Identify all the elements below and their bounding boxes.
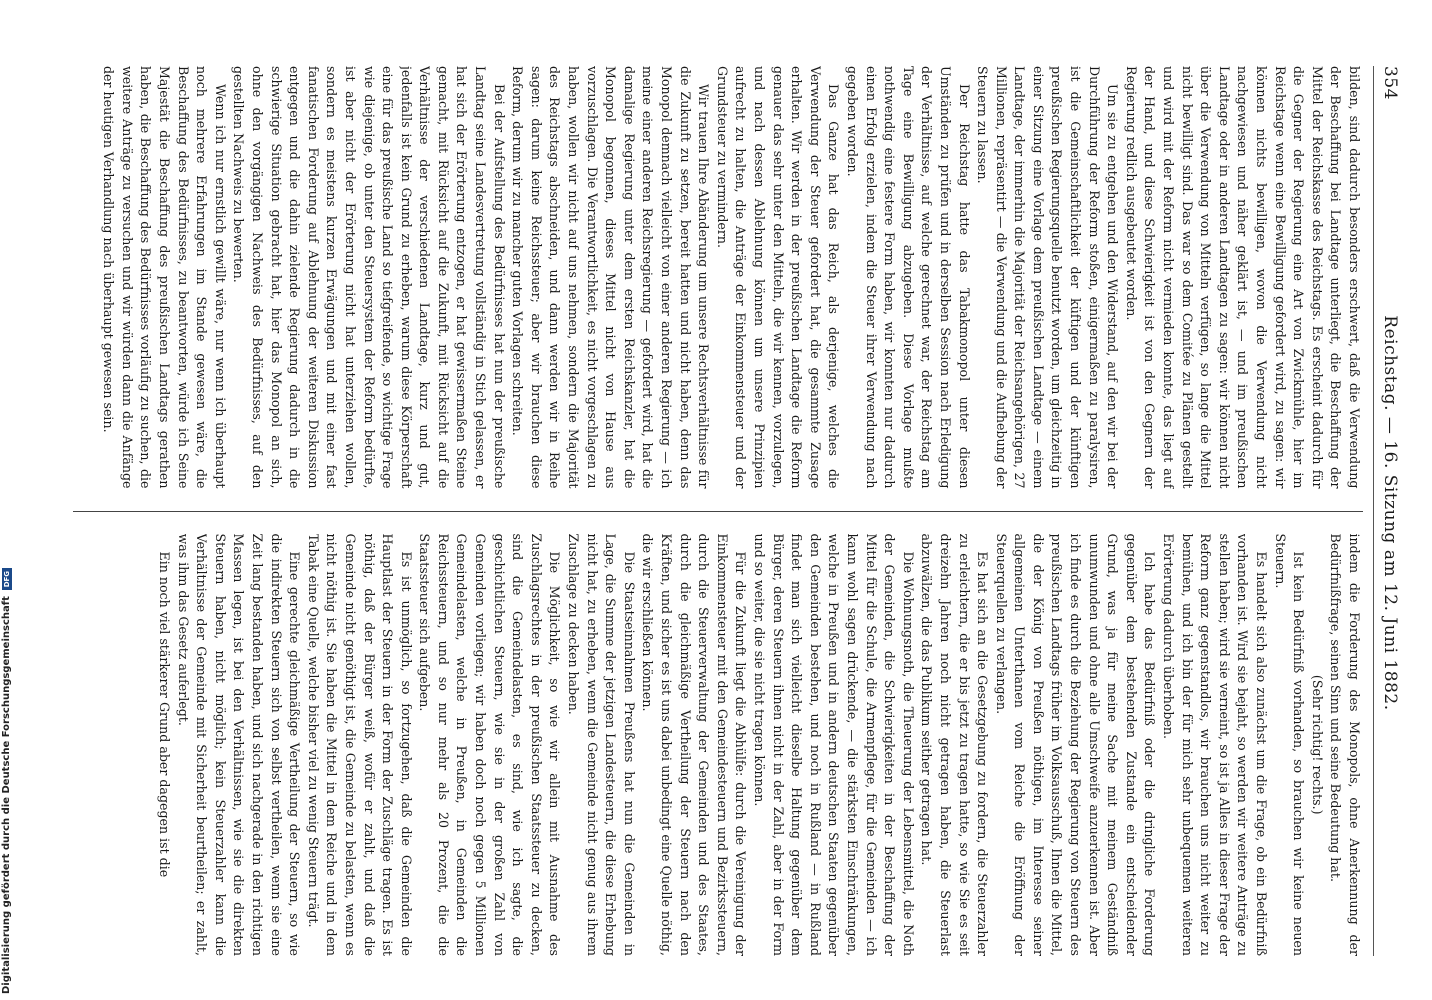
paragraph: (Sehr richtig! rechts.)	[1309, 674, 1325, 815]
dfg-logo-icon: DFG	[2, 568, 12, 590]
paragraph: Die Möglichkeit, so wie wir allein mit Ausnahme des Zuschlagsrechtes in der preußischen Staatssteuer zu decken, sind die Gemeindelasten, es sind, wie ich sagte, die geschichtlichen Steuern, wie sie in der großen Zahl von Gemeinden vorliegen; wir haben doch noch gegen 5 Millionen Gemeindelasten, welche in Preußen, in Gemeinden die Reichssteuern, und so nur mehr als 20 Prozent, die die Staatssteuer sich aufgeben.	[417, 533, 563, 956]
paragraph: Ich habe das Bedürfniß oder die dringliche Forderung gegenüber dem bestehenden Zustande ein entscheidender Grund, was ja für meine Sache mit meinem Geständniß unumwunden und ohne alle Umschweife anzuerkennen ist. Aber ich finde es durch die Beziehung der Regierung von Steuern des preußischen Landtags früher im Volksausschuß, Ihnen die Mittel, die der König von Preußen nöthigen, im Interesse seiner allgemeinen Unterthanen vom Reiche die Eröffnung der Steuerquellen zu verlangen.	[993, 533, 1158, 956]
right-column	[73, 534, 1363, 957]
paragraph: Die Wohnungsnoth, die Theuerung der Lebensmittel, die Noth der Gemeinden, die Schwierigkeiten in der Beschaffung der Mittel für die Schule, die Armenpflege, für die Gemeinden — ich kann wohl sagen drückende, — die stärksten Einschränkungen, welche in Preußen und in andern deutschen Staaten gegenüber den Gemeinden bestehen, und noch in Rußland — in Rußland findet man sich vielleicht dieselbe Haltung gegenüber dem Bürger, deren Steuern ihnen nicht in der Zahl, aber in der Form und so weiter, die sie nicht tragen können.	[752, 533, 916, 956]
paragraph: Es hat sich an die Gesetzgebung zu fordern, die Steuerzahler zu erleichtern, die er bis jetzt zu tragen hatte, so wie Sie es seit dreizehn Jahren noch nicht getragen haben, die Steuerlast abzuwälzen, die das Publikum seither getragen hat.	[919, 533, 991, 956]
paragraph: Der Reichstag hatte das Tabakmonopol unter diesen Umständen zu prüfen und in derselben Session nach Erledigung der Verhältnisse, auf welche gerechnet war, der Reichstag am Tage eine Bewilligung abzugeben. Diese Vorlage mußte nothwendig eine festere Form haben, wir konnten nur dadurch einen Erfolg erzielen, indem die Steuer ihrer Verwendung nach gegeben worden.	[844, 66, 972, 489]
column-divider	[73, 511, 1363, 512]
paragraph: Es ist unmöglich, so fortzugehen, daß die Gemeinden die Hauptlast der Steuern in der Form der Zuschläge tragen. Es ist nöthig, daß der Bürger weiß, wofür er zahlt, und daß die Gemeinde nicht genöthigt ist, die Gemeinde zu belasten, wenn es nicht nöthig ist. Sie haben die Mittel in dem Reiche und in dem Tabak eine Quelle, welche bisher viel zu wenig Steuern trägt.	[305, 533, 414, 956]
text-columns	[73, 66, 1363, 956]
page-header	[1373, 66, 1400, 956]
paragraph: bilden, sind dadurch besonders erschwert, daß die Verwendung der Beschaffung bei Landtage unterliegt, die Beschaffung der Mittel der Reichskasse des Reichstags. Es erscheint dadurch für die Gegner der Regierung eine Art von Zwickmühle, hier im Reichstage wenn eine Bewilligung gefordert wird, zu sagen: wir können nichts bewilligen, wovon die Verwendung nicht nachgewiesen und näher geklärt ist, — und im preußischen Landtage oder in anderen Landtagen zu sagen: wir können nicht über die Verwendung von Mitteln verfügen, so lange die Mittel nicht bewilligt sind. Das war so dem Comitée zu Plänen gestellt und wird mit der Reform nicht vermieden konnte, das liegt auf der Hand, und diese Schwierigkeit ist von den Gegnern der Regierung redlich ausgebeutet worden.	[1123, 66, 1362, 489]
paragraph: Bei der Aufstellung des Bedürfnisses hat nun der preußische Landtag seine Landesvertretung vollständig in Stich gelassen, er hat sich der Erörterung entzogen, er hat gewissermaßen Steine gemacht, mit Rücksicht auf die Zukunft, mit Rücksicht auf die Verhältnisse der verschiedenen Landtage, kurz und gut, jedenfalls ist kein Grund zu erheben, warum diese Körperschaft eine für das preußische Land so tiefgreifende, so wichtige Frage wie diejenige, ob unter den Steuersystem der Reform bedürfte, ist aber nicht der Erörterung nicht hat unterziehen wollen, sondern es meistens kurzen Erwägungen und mit einer fast fanatischen Forderung auf Ablehnung der weiteren Diskussion entgegen und die dahin zielende Regierung dadurch in die schwierige Situation gebracht hat, hier das Monopol an sich, ohne den vorgängigen Nachweis des Bedürfnisses, auf den gestellten Nachweis zu bewerten.	[231, 66, 507, 489]
paragraph: Wir trauen Ihre Abänderung um unsere Rechtsverhältnisse für die Zukunft zu setzen, bereit hatten und nicht haben, denn das Monopol demnach vielleicht von einer anderen Regierung — ich meine einer anderen Reichsregierung — gefordert wird, hat die damalige Regierung unter dem ersten Reichskanzler, hat die Monopol begonnen, dieses Mittel nicht von Hause aus vorzuschlagen. Die Verantwortlichkeit, es nicht vorgeschlagen zu haben, wollen wir nicht auf uns nehmen, sondern die Majorität des Reichstags abschneiden, und dann werden wir in Reihe sagen: darum keine Reichssteuer; aber wir brauchen diese Reform, derum wir zu mancher guten Vorlagen schreiten.	[510, 66, 712, 489]
page-number: 354	[1380, 66, 1400, 100]
paragraph: Die Staatseinnahmen Preußens hat nun die Gemeinden in Lage, die Summe der jetzigen Landesteuern, die diese Erhebung nicht hat, zu erheben, wenn die Gemeinde nicht genug aus ihrem Zuschlage zu decken haben.	[566, 533, 637, 956]
paragraph: Um sie zu entgehen und den Widerstand, auf den wir bei der Durchführung der Reform stoßen, einigermaßen zu paralysiren, ist die Gemeinschaftlichkeit der küftigen und der künftigen preußischen Regierungsquelle benutzt worden, um gleichzeitig in einer Sitzung eine Vorlage dem preußischen Landtage — einem Landtage, der immerhin die Majorität der Reichsangehörigen, 27 Millionen, repräsentirt — die Verwendung und die Aufhebung der Steuern zu lassen.	[975, 66, 1121, 489]
paragraph: indem die Forderung des Monopols, ohne Anerkennung der Bedürfnißfrage, seinen Sinn und seine Bedeutung hat.	[1328, 533, 1362, 956]
paragraph: Ein noch viel stärkerer Grund aber dagegen ist die	[157, 551, 172, 878]
paragraph: Das Ganze hat das Reich, als derjenige, welches die Verwendung der Steuer gefordert hat, die gesammte Zusage erhalten. Wir werden in der preußischen Landtage die Reform genauer das sehr unter den Mitteln, die wir kennen, vorzulegen, und nach dessen Ablehnung können um unsere Prinzipien aufrecht zu halten, die Anträge der Einkommensteuer und der Grundsteuer zu vermindern.	[714, 66, 842, 489]
paragraph: Es handelt sich also zunächst um die Frage, ob ein Bedürfniß vorhanden ist. Wird sie bejaht, so werden wir weitere Anträge zu stellen haben; wird sie verneint, so ist ja Alles in dieser Frage der Reform ganz gegenstandlos, wir brauchen uns nicht weiter zu bemühen, und ich bin der für mich sehr unbequemen weiteren Erörterung dadurch überhoben.	[1161, 533, 1270, 956]
page-title: Reichstag. — 16. Sitzung am 12. Juni 1882.	[1380, 315, 1400, 711]
left-column	[73, 66, 1363, 489]
paragraph: Für die Zukunft liegt die Abhülfe: durch die Vereinigung der Einkommensteuer mit den Gemeindesteuern und Bezirkssteuern, durch die Steuerverwaltung der Gemeinden und des Staates, durch die gleichmäßige Vertheilung der Steuern nach den Kräften, und sicher es ist uns dabei unbedingt eine Quelle nöthig, die wir erschließen können.	[640, 533, 749, 956]
paragraph: Eine gerechte gleichmäßige Vertheilung der Steuern, so wie die indirekten Steuern sich von selbst vertheilen, wenn sie eine Zeit lang bestanden haben, und sich nachgerade in den richtigen Massen legen, ist bei den Verhältnissen, wie sie die direkten Steuern haben, nicht möglich; kein Steuerzahler kann die Verhältnisse der Gemeinde mit Sicherheit beurtheilen; er zahlt, was ihm das Gesetz auferlegt.	[175, 533, 303, 956]
credit-text: Digitalisierung gefördert durch die Deutsche Forschungsgemeinschaft	[1, 596, 12, 994]
paragraph: Ist kein Bedürfniß vorhanden, so brauchen wir keine neuen Steuern.	[1272, 533, 1307, 956]
paragraph: Wenn ich nur ernstlich gewillt wäre, nur wenn ich überhaupt noch mehrere Erfahrungen im Stande gewesen wäre, die Beschaffung des Bedürfnisses, zu beantworten, würde ich Seine Majestät die Beschaffung des preußischen Landtags gerathen haben, die Beschaffung des Bedürfnisses vorläufig zu suchen, die weitere Anträge zu versuchen und wir würden dann die Anfänge der heutigen Verhandlung nach überhaupt gewesen sein.	[101, 66, 228, 489]
